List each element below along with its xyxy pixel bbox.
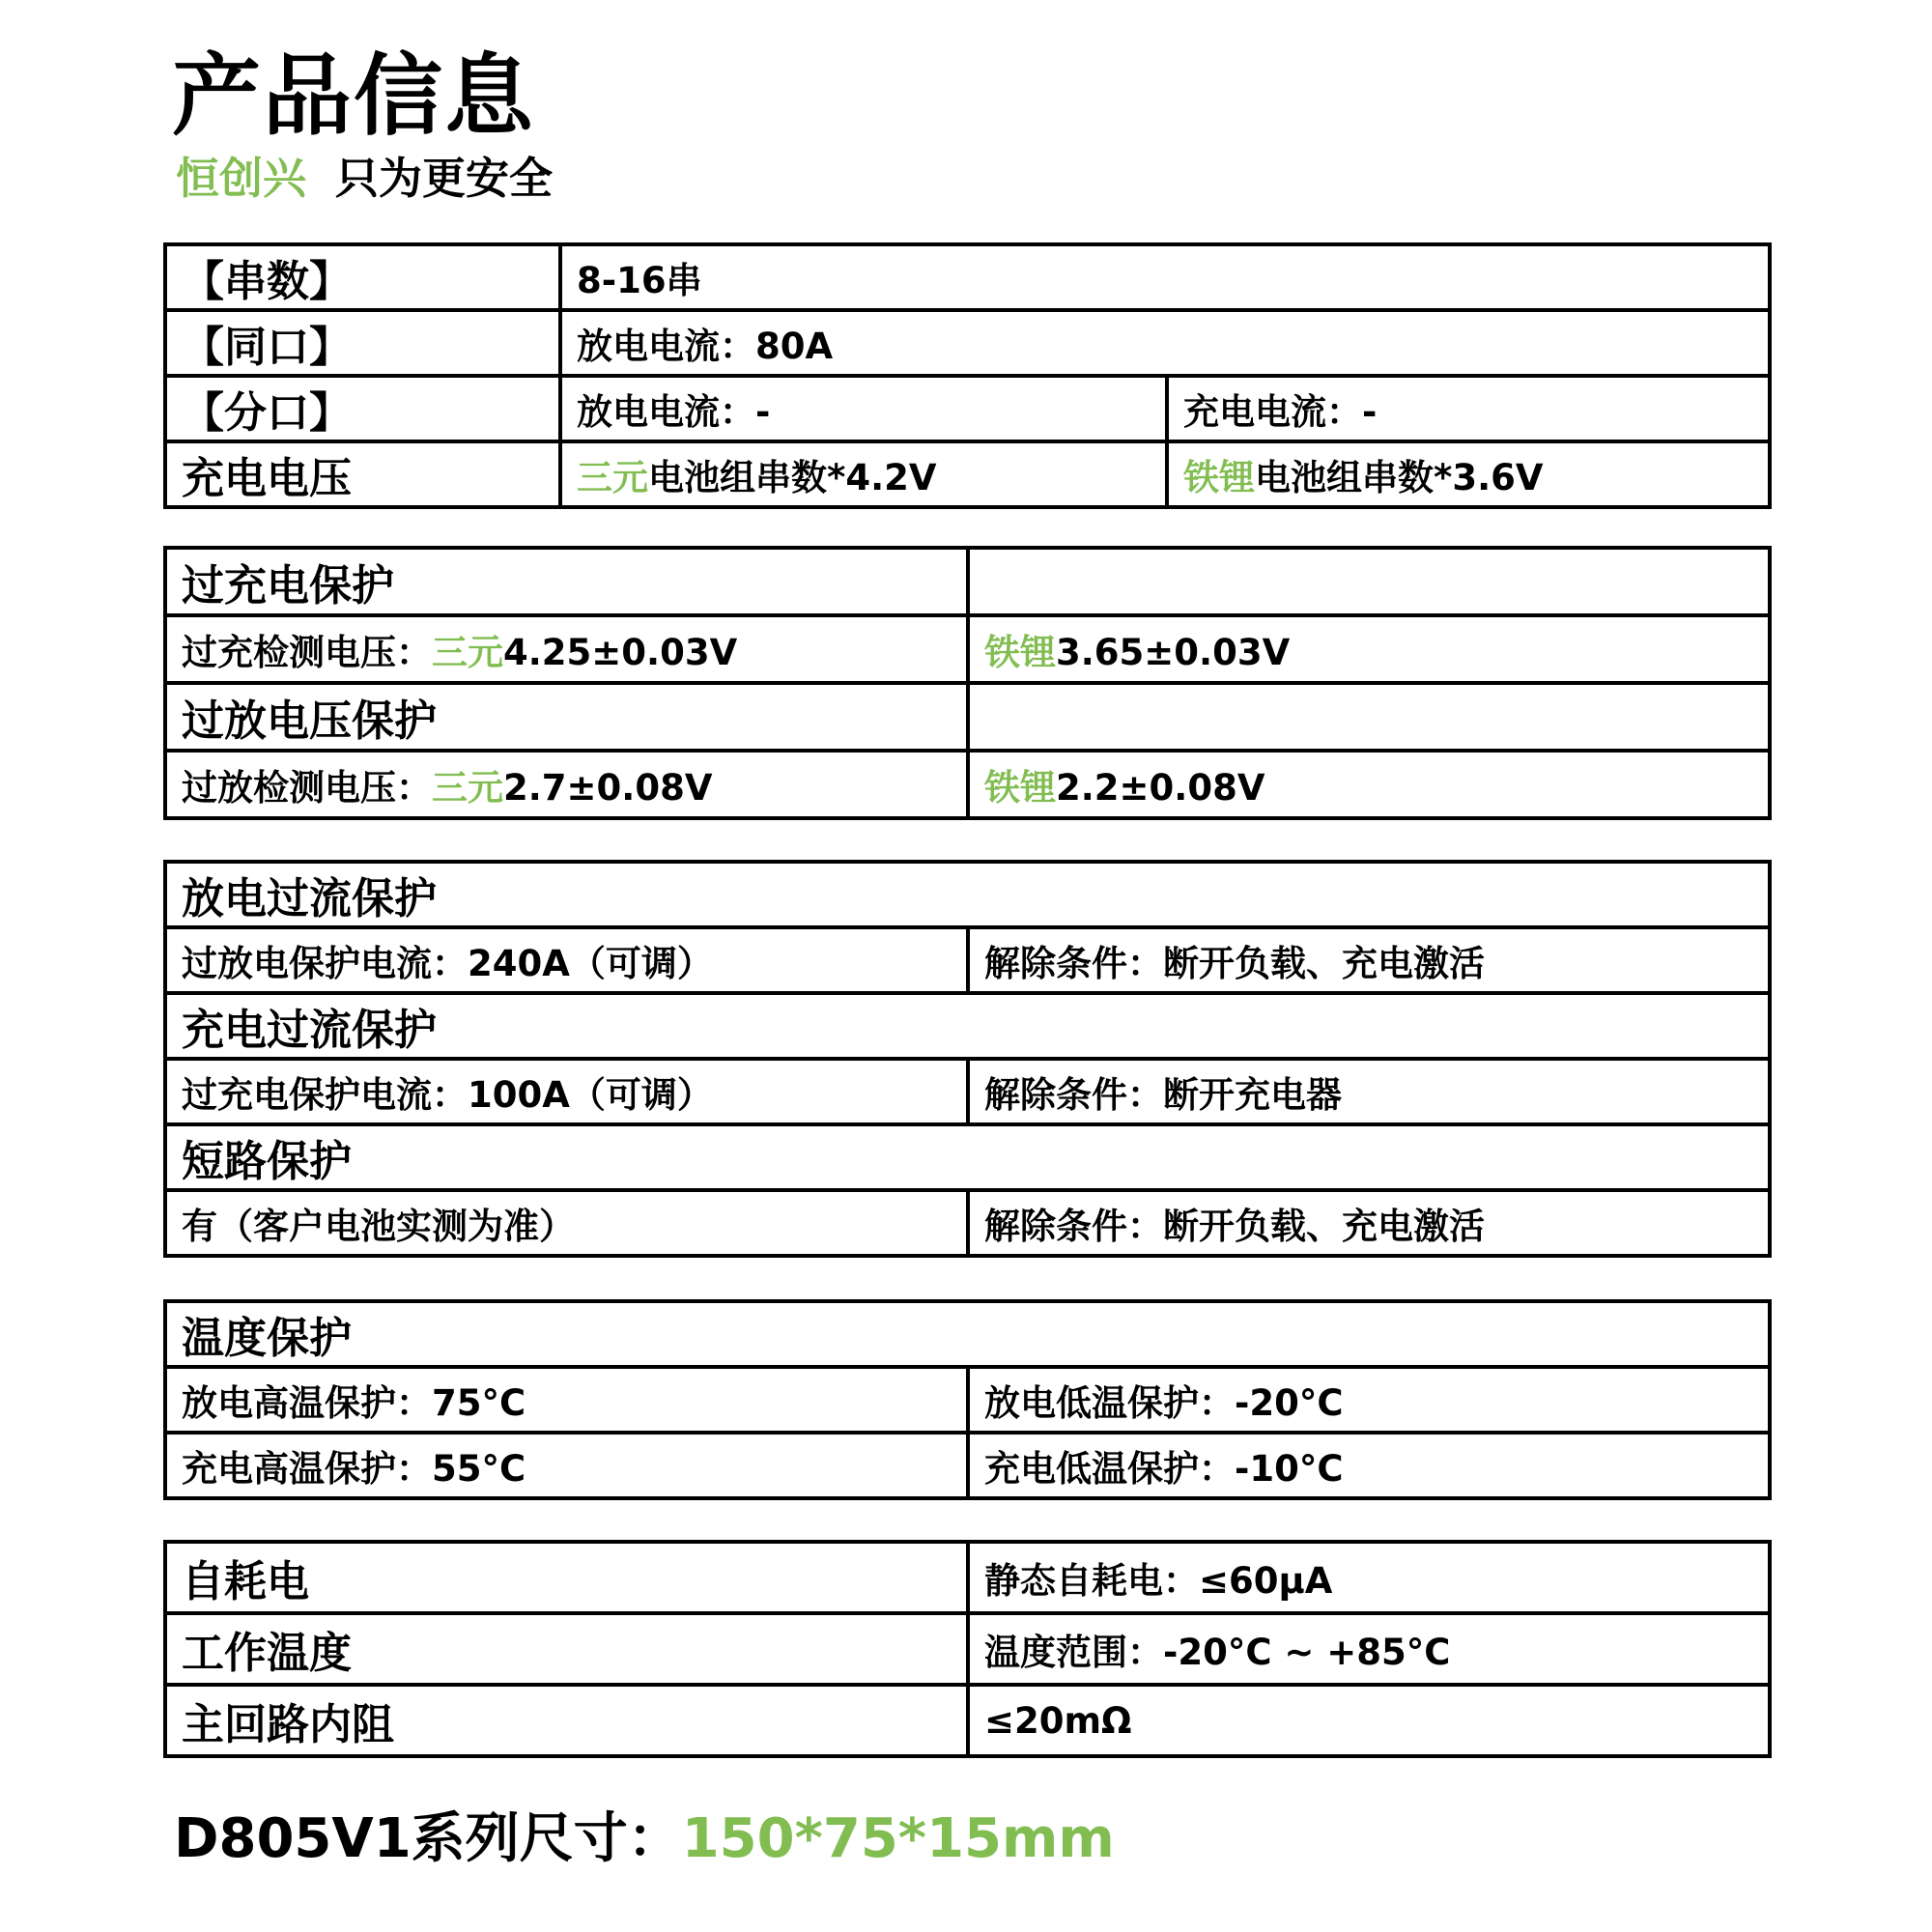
brand-slogan: 只为更安全	[335, 153, 554, 204]
brand-line	[176, 151, 553, 207]
ternary-charge-voltage: 三元电池组串数*4.2V	[560, 441, 1167, 507]
temperature-protection-table	[163, 1299, 1772, 1500]
overcharge-header-empty-cell	[968, 548, 1770, 615]
self-consumption-row	[165, 1542, 1770, 1613]
overdischarge-detect-lifepo4: 铁锂2.2±0.08V	[968, 751, 1770, 818]
working-temp-row	[165, 1613, 1770, 1685]
working-temp-value: 温度范围：-20°C ~ +85°C	[968, 1613, 1770, 1685]
overcharge-detect-ternary: 过充检测电压：三元4.25±0.03V	[165, 615, 968, 683]
discharge-oc-row	[165, 927, 1770, 993]
charge-high-temp-value: 充电高温保护：55°C	[165, 1433, 968, 1498]
overdischarge-protection-header: 过放电压保护	[165, 683, 968, 751]
discharge-oc-header-row	[165, 862, 1770, 927]
overcurrent-protection-table	[163, 860, 1772, 1258]
charge-oc-header-row	[165, 993, 1770, 1059]
internal-resistance-row	[165, 1685, 1770, 1756]
charge-overcurrent-release: 解除条件：断开充电器	[968, 1059, 1770, 1124]
voltage-protection-table	[163, 546, 1772, 820]
internal-resistance-label: 主回路内阻	[165, 1685, 968, 1756]
self-consumption-value: 静态自耗电：≤60μA	[968, 1542, 1770, 1613]
lifepo4-charge-voltage: 铁锂电池组串数*3.6V	[1167, 441, 1770, 507]
overdischarge-detect-ternary: 过放检测电压：三元2.7±0.08V	[165, 751, 968, 818]
brand-name: 恒创兴	[176, 153, 307, 204]
spec-row-charge-voltage	[165, 441, 1770, 507]
charge-overcurrent-value: 过充电保护电流：100A（可调）	[165, 1059, 968, 1124]
discharge-overcurrent-header: 放电过流保护	[165, 862, 1770, 927]
dimensions-label: D805V1系列尺寸：	[174, 1807, 682, 1870]
lifepo4-tag: 铁锂	[984, 767, 1056, 809]
lifepo4-tag: 铁锂	[1183, 457, 1255, 498]
spec-row-same-port	[165, 310, 1770, 376]
same-port-label: 【同口】	[165, 310, 560, 376]
charge-low-temp-value: 充电低温保护：-10°C	[968, 1433, 1770, 1498]
temp-charge-row	[165, 1433, 1770, 1498]
dimensions-value: 150*75*15mm	[681, 1807, 1115, 1870]
self-consumption-label: 自耗电	[165, 1542, 968, 1613]
short-circuit-header-row	[165, 1124, 1770, 1190]
ternary-tag: 三元	[432, 767, 503, 809]
charge-voltage-label: 充电电压	[165, 441, 560, 507]
working-temp-label: 工作温度	[165, 1613, 968, 1685]
short-circuit-release: 解除条件：断开负载、充电激活	[968, 1190, 1770, 1256]
overcharge-detect-lifepo4: 铁锂3.65±0.03V	[968, 615, 1770, 683]
charge-overcurrent-header: 充电过流保护	[165, 993, 1770, 1059]
overdischarge-header-empty-cell	[968, 683, 1770, 751]
discharge-high-temp-value: 放电高温保护：75°C	[165, 1367, 968, 1433]
internal-resistance-value: ≤20mΩ	[968, 1685, 1770, 1756]
spec-row-series	[165, 244, 1770, 310]
same-port-discharge-value: 放电电流：80A	[560, 310, 1770, 376]
ternary-tag: 三元	[577, 457, 648, 498]
overcharge-protection-header: 过充电保护	[165, 548, 968, 615]
discharge-overcurrent-release: 解除条件：断开负载、充电激活	[968, 927, 1770, 993]
short-circuit-row	[165, 1190, 1770, 1256]
temp-discharge-row	[165, 1367, 1770, 1433]
discharge-low-temp-value: 放电低温保护：-20°C	[968, 1367, 1770, 1433]
overcharge-detect-row	[165, 615, 1770, 683]
split-port-label: 【分口】	[165, 376, 560, 441]
spec-table	[163, 242, 1772, 509]
spec-row-split-port	[165, 376, 1770, 441]
lifepo4-tag: 铁锂	[984, 632, 1056, 673]
series-count-value: 8-16串	[560, 244, 1770, 310]
discharge-overcurrent-value: 过放电保护电流：240A（可调）	[165, 927, 968, 993]
overcharge-header-row	[165, 548, 1770, 615]
misc-spec-table	[163, 1540, 1772, 1758]
short-circuit-header: 短路保护	[165, 1124, 1770, 1190]
product-dimensions-line	[174, 1808, 1115, 1870]
charge-oc-row	[165, 1059, 1770, 1124]
ternary-tag: 三元	[432, 632, 503, 673]
temp-header-row	[165, 1301, 1770, 1367]
temperature-protection-header: 温度保护	[165, 1301, 1770, 1367]
short-circuit-value: 有（客户电池实测为准）	[165, 1190, 968, 1256]
split-port-charge-value: 充电电流：-	[1167, 376, 1770, 441]
page-title: 产品信息	[172, 44, 536, 148]
overdischarge-header-row	[165, 683, 1770, 751]
series-count-label: 【串数】	[165, 244, 560, 310]
overdischarge-detect-row	[165, 751, 1770, 818]
split-port-discharge-value: 放电电流：-	[560, 376, 1167, 441]
